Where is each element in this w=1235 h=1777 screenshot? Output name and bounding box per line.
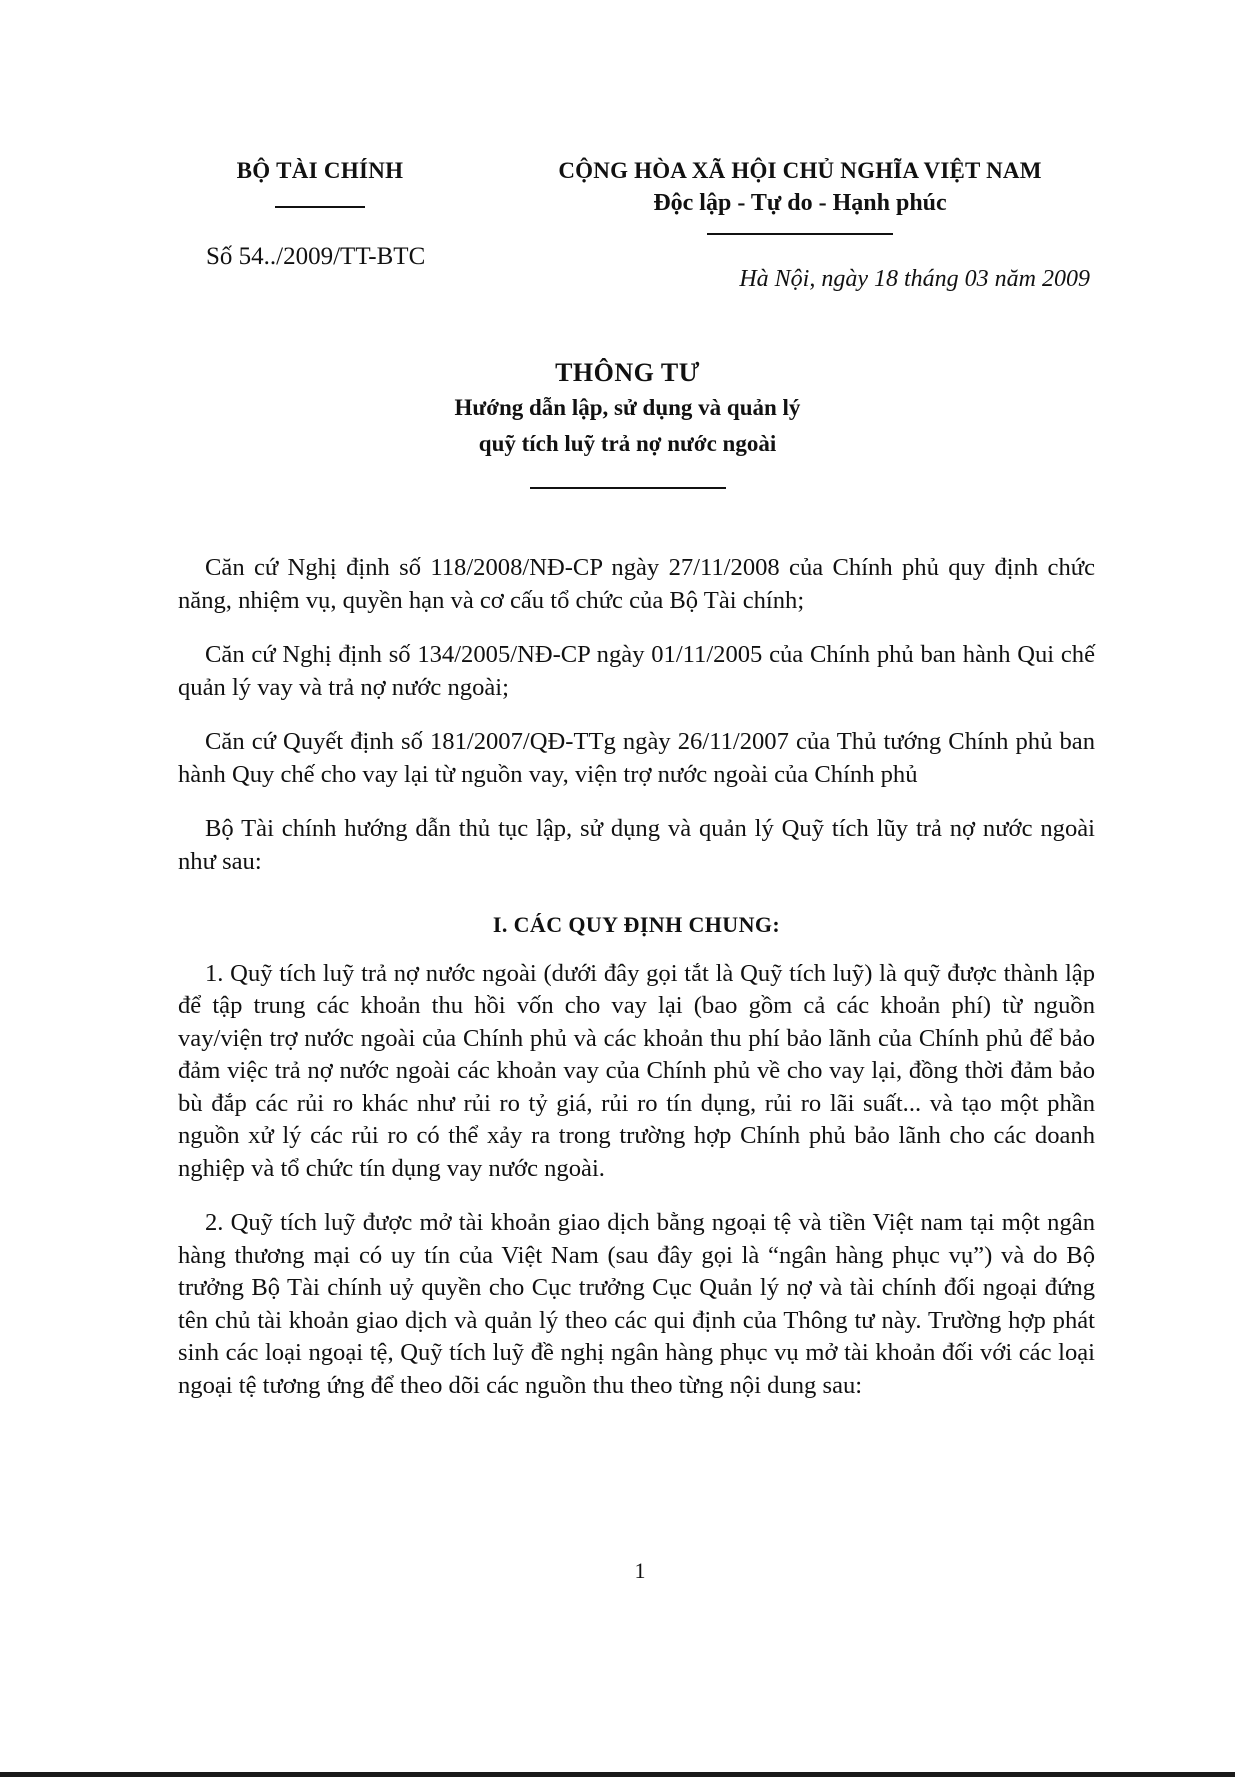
national-title: CỘNG HÒA XÃ HỘI CHỦ NGHĨA VIỆT NAM [558,158,1042,183]
legal-basis-paragraph: Căn cứ Nghị định số 118/2008/NĐ-CP ngày 27/11/2008 của Chính phủ quy định chức năng, nhiệm vụ, quyền hạn và cơ cấu tổ chức của Bộ Tài chính; [178,554,1095,614]
scan-bottom-edge [0,1772,1235,1777]
body-paragraph: 2. Quỹ tích luỹ được mở tài khoản giao dịch bằng ngoại tệ và tiền Việt nam tại một ngân hàng thương mại có uy tín của Việt Nam (sau đây gọi là “ngân hàng phục vụ”) và do Bộ trưởng Bộ Tài chính uỷ quyền cho Cục trưởng Cục Quản lý nợ và tài chính đối ngoại đứng tên chủ tài khoản giao dịch và quản lý theo các qui định của Thông tư này. Trường hợp phát sinh các loại ngoại tệ, Quỹ tích luỹ đề nghị ngân hàng phục vụ mở tài khoản đối với các loại ngoại tệ tương ứng để theo dõi các nguồn thu theo từng nội dung sau: [178,1209,1095,1399]
document-title-block [160,358,1095,489]
legal-basis-paragraph: Căn cứ Nghị định số 134/2005/NĐ-CP ngày 01/11/2005 của Chính phủ ban hành Qui chế quản lý vay và trả nợ nước ngoài; [178,641,1095,701]
document-subtitle-line-1: Hướng dẫn lập, sử dụng và quản lý [454,395,801,420]
page-number: 1 [634,1558,646,1583]
agency-underline [275,206,365,208]
national-header-block [520,158,1080,235]
place-and-date: Hà Nội, ngày 18 tháng 03 năm 2009 [739,266,1090,292]
issuing-agency: BỘ TÀI CHÍNH [236,158,404,183]
document-body [178,552,1095,1424]
section-heading: I. CÁC QUY ĐỊNH CHUNG: [492,912,781,937]
title-underline [530,487,726,489]
legal-basis-paragraph: Căn cứ Quyết định số 181/2007/QĐ-TTg ngày 26/11/2007 của Thủ tướng Chính phủ ban hành Quy chế cho vay lại từ nguồn vay, viện trợ nước ngoài của Chính phủ [178,728,1095,788]
document-subtitle-line-2: quỹ tích luỹ trả nợ nước ngoài [478,431,777,456]
document-type: THÔNG TƯ [555,358,700,387]
document-number: Số 54../2009/TT-BTC [206,243,426,270]
national-motto: Độc lập - Tự do - Hạnh phúc [653,190,947,216]
issuing-agency-block [200,158,440,208]
motto-underline [707,233,893,235]
intro-paragraph: Bộ Tài chính hướng dẫn thủ tục lập, sử dụng và quản lý Quỹ tích lũy trả nợ nước ngoài như sau: [178,815,1095,875]
body-paragraph: 1. Quỹ tích luỹ trả nợ nước ngoài (dưới đây gọi tắt là Quỹ tích luỹ) là quỹ được thành lập để tập trung các khoản thu hồi vốn cho vay lại (bao gồm cả các khoản phí) từ nguồn vay/viện trợ nước ngoài của Chính phủ và các khoản thu phí bảo lãnh của Chính phủ để bảo đảm việc trả nợ nước ngoài các khoản vay của Chính phủ về cho vay lại, đồng thời đảm bảo bù đắp các rủi ro khác như rủi ro tỷ giá, rủi ro tín dụng, rủi ro lãi suất... và tạo một phần nguồn xử lý các rủi ro có thể xảy ra trong trường hợp Chính phủ bảo lãnh cho các doanh nghiệp và tổ chức tín dụng vay nước ngoài. [178,959,1095,1182]
